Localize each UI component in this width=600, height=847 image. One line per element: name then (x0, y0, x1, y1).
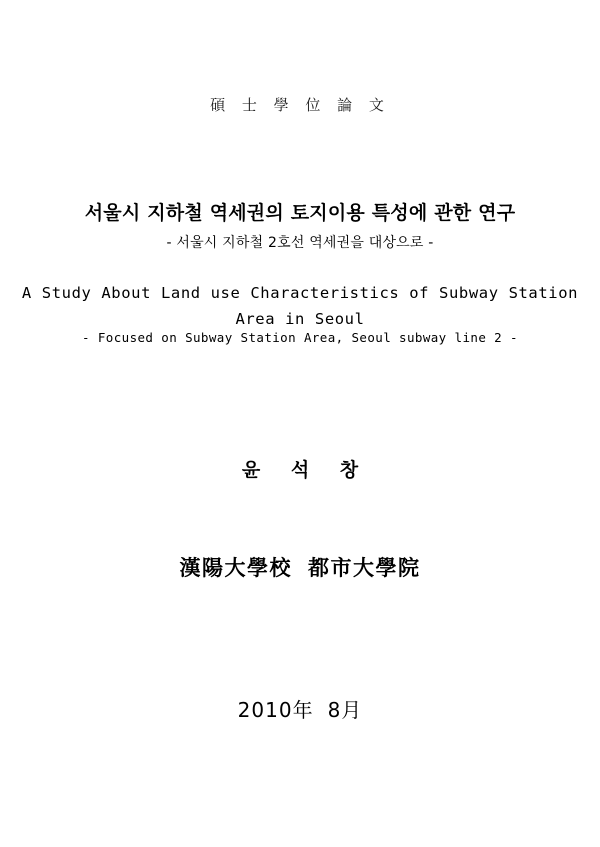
page-subtitle-korean: - 서울시 지하철 2호선 역세권을 대상으로 - (166, 235, 434, 251)
publication-date (0, 694, 600, 723)
page-subtitle-english: - Focused on Subway Station Area, Seoul subway line 2 - (82, 330, 518, 345)
graduate-school-name: 都市大學院 (308, 555, 421, 580)
author-name: 윤 석 창 (241, 459, 371, 481)
page-title-english-line1: A Study About Land use Characteristics of Subway Station (21, 284, 579, 302)
page-title-korean: 서울시 지하철 역세권의 토지이용 특성에 관한 연구 (84, 202, 516, 224)
publication-year: 2010年 (237, 698, 314, 722)
institution-block (0, 552, 600, 582)
publication-month: 8月 (327, 698, 363, 722)
page-title-english (0, 280, 600, 332)
page-title-english-line2: Area in Seoul (235, 310, 365, 328)
university-name: 漢陽大學校 (179, 555, 292, 580)
document-type-heading: 碩 士 學 位 論 文 (210, 96, 390, 114)
